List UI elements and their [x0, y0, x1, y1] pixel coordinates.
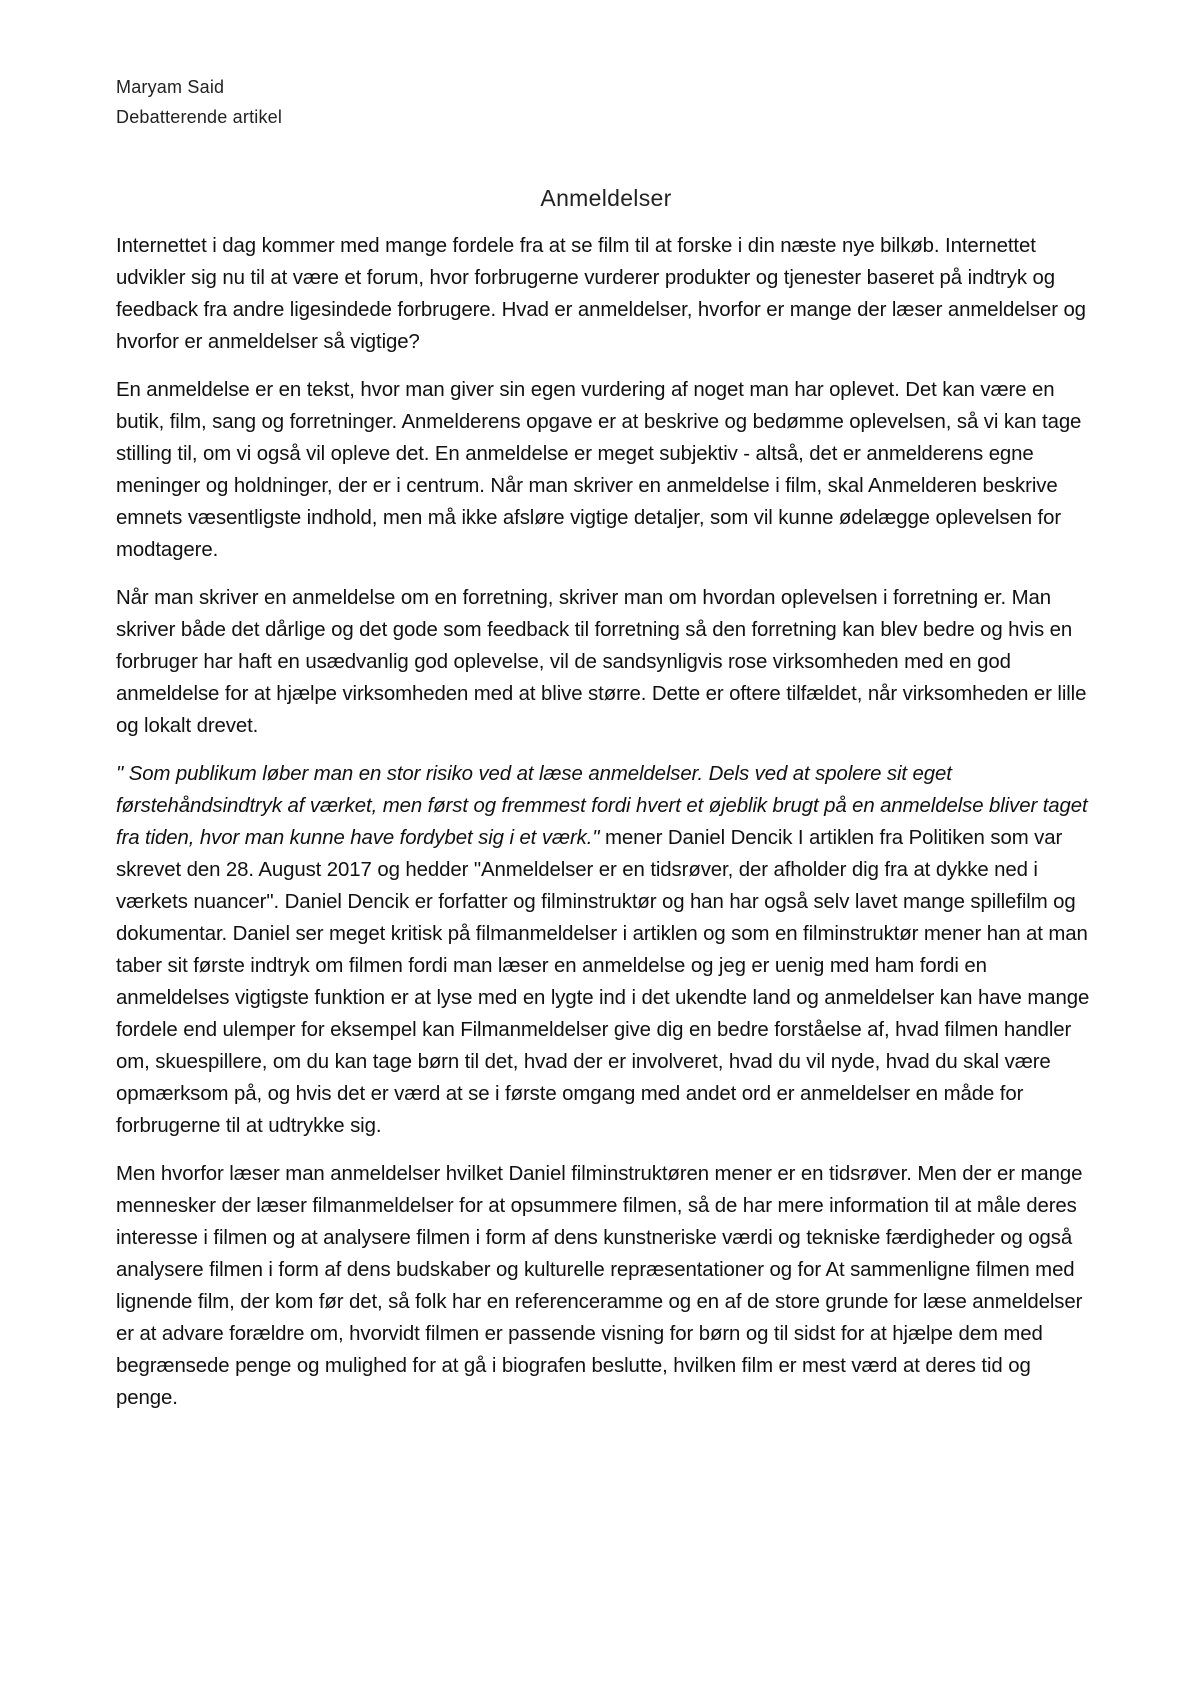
paragraph-definition: En anmeldelse er en tekst, hvor man giver sin egen vurdering af noget man har oplevet. Det kan være en butik, film, sang og forretninger. Anmelderens opgave er at beskrive og bedømme oplevelsen, så vi kan tage stilling til, om vi også vil opleve det. En anmeldelse er meget subjektiv - altså, det er anmelderens egne meninger og holdninger, der er i centrum. Når man skriver en anmeldelse i film, skal Anmelderen beskrive emnets væsentligste indhold, men må ikke afsløre vigtige detaljer, som vil kunne ødelægge oplevelsen for modtagere.	[116, 379, 1082, 561]
author-name: Maryam Said	[116, 77, 225, 97]
paragraph-why-read-reviews: Men hvorfor læser man anmeldelser hvilket Daniel filminstruktøren mener er en tidsrøver. Men der er mange mennesker der læser filmanmeldelser for at opsummere filmen, så de har mere information til at måle deres interesse i filmen og at analysere filmen i form af dens kunstneriske værdi og tekniske færdigheder og også analysere filmen i form af dens budskaber og kulturelle repræsentationer og for At sammenligne filmen med lignende film, der kom før det, så folk har en referenceramme og en af de store grunde for læse anmeldelser er at advare forældre om, hvorvidt filmen er passende visning for børn og til sidst for at hjælpe dem med begrænsede penge og mulighed for at gå i biografen beslutte, hvilken film er mest værd at deres tid og penge.	[116, 1163, 1083, 1409]
paragraph-dencik-argument	[116, 758, 1096, 1142]
dencik-quote: " Som publikum løber man en stor risiko ved at læse anmeldelser. Dels ved at spolere sit eget førstehåndsindtryk af værket, men først og fremmest fordi hvert et øjeblik brugt på en anmeldelse bliver taget fra tiden, hvor man kunne have fordybet sig i et værk."	[116, 763, 1088, 849]
paragraph-business-reviews: Når man skriver en anmeldelse om en forretning, skriver man om hvordan oplevelsen i forretning er. Man skriver både det dårlige og det gode som feedback til forretning så den forretning kan blev bedre og hvis en forbruger har haft en usædvanlig god oplevelse, vil de sandsynligvis rose virksomheden med en god anmeldelse for at hjælpe virksomheden med at blive større. Dette er oftere tilfældet, når virksomheden er lille og lokalt drevet.	[116, 587, 1087, 737]
dencik-discussion: mener Daniel Dencik I artiklen fra Politiken som var skrevet den 28. August 2017 og hedder "Anmeldelser er en tidsrøver, der afholder dig fra at dykke ned i værkets nuancer". Daniel Dencik er forfatter og filminstruktør og han har også selv lavet mange spillefilm og dokumentar. Daniel ser meget kritisk på filmanmeldelser i artiklen og som en filminstruktør mener han at man taber sit første indtryk om filmen fordi man læser en anmeldelse og jeg er uenig med ham fordi en anmeldelses vigtigste funktion er at lyse med en lygte ind i det ukendte land og anmeldelser kan have mange fordele end ulemper for eksempel kan Filmanmeldelser give dig en bedre forståelse af, hvad filmen handler om, skuespillere, om du kan tage børn til det, hvad der er involveret, hvad du vil nyde, hvad du skal være opmærksom på, og hvis det er værd at se i første omgang med andet ord er anmeldelser en måde for forbrugerne til at udtrykke sig.	[116, 827, 1090, 1137]
document-title: Anmeldelser	[540, 185, 672, 211]
paragraph-intro: Internettet i dag kommer med mange fordele fra at se film til at forske i din næste nye bilkøb. Internettet udvikler sig nu til at være et forum, hvor forbrugerne vurderer produkter og tjenester baseret på indtryk og feedback fra andre ligesindede forbrugere. Hvad er anmeldelser, hvorfor er mange der læser anmeldelser og hvorfor er anmeldelser så vigtige?	[116, 235, 1086, 353]
document-type: Debatterende artikel	[116, 107, 283, 127]
